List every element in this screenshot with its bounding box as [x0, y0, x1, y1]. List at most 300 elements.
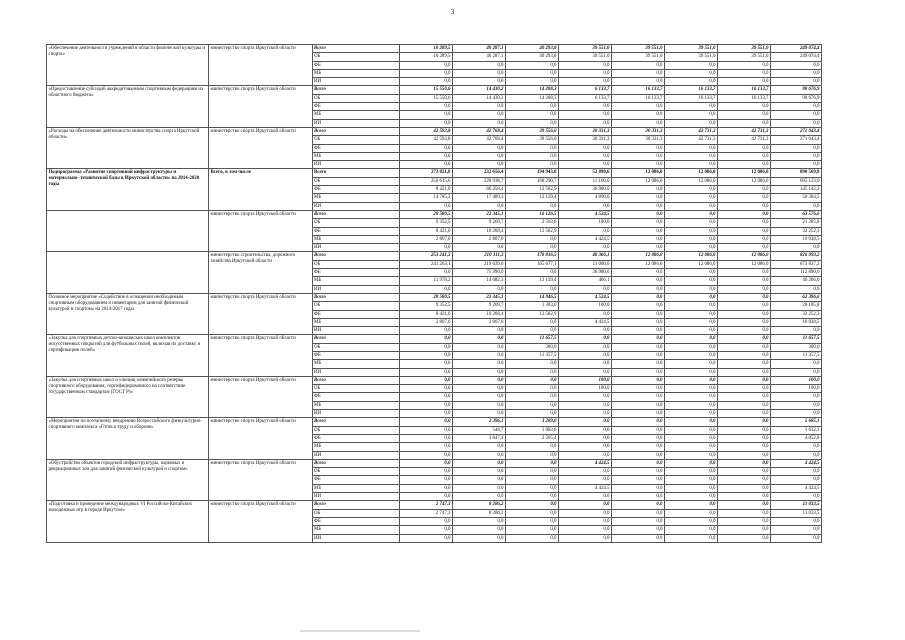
- year-value-cell: 0,0: [665, 277, 718, 285]
- year-value-cell: 0,0: [453, 335, 506, 343]
- year-value-cell: 0,0: [400, 526, 453, 534]
- year-value-cell: 2 807,0: [453, 318, 506, 326]
- funding-source-cell: Всего: [313, 169, 400, 177]
- year-value-cell: 0,0: [665, 219, 718, 227]
- year-value-cell: 0,0: [400, 385, 453, 393]
- total-value-cell: 826 993,2: [771, 252, 822, 260]
- measure-name-cell: «Обустройство объектов городской инфраструктуры, парковых и рекреационных зон для занятий физической культурой и спортом»: [47, 459, 209, 500]
- year-value-cell: 12 086,0: [612, 169, 665, 177]
- funding-source-cell: ИИ: [313, 493, 400, 501]
- funding-source-cell: ФБ: [313, 186, 400, 194]
- year-value-cell: 13 139,4: [506, 277, 559, 285]
- year-value-cell: 0,0: [400, 451, 453, 459]
- year-value-cell: 2 807,0: [400, 318, 453, 326]
- year-value-cell: 0,0: [400, 69, 453, 77]
- total-value-cell: 0,0: [771, 61, 822, 69]
- year-value-cell: 0,0: [400, 351, 453, 359]
- measure-name-cell: «Подготовка и проведение международных VI Российско-Китайских молодежных игр в городе Иркутске»: [47, 501, 209, 542]
- year-value-cell: 0,0: [506, 235, 559, 243]
- year-value-cell: 0,0: [453, 385, 506, 393]
- year-value-cell: 0,0: [718, 484, 771, 492]
- year-value-cell: 0,0: [559, 111, 612, 119]
- year-value-cell: 0,0: [506, 493, 559, 501]
- total-value-cell: 20 105,8: [771, 302, 822, 310]
- total-value-cell: 145 142,3: [771, 186, 822, 194]
- funding-source-cell: ОБ: [313, 136, 400, 144]
- year-value-cell: 0,0: [612, 202, 665, 210]
- year-value-cell: 9 352,5: [400, 302, 453, 310]
- year-value-cell: 0,0: [665, 69, 718, 77]
- year-value-cell: 1 383,6: [506, 302, 559, 310]
- year-value-cell: 0,0: [506, 144, 559, 152]
- year-value-cell: 11 100,0: [559, 177, 612, 185]
- funding-source-cell: МБ: [313, 360, 400, 368]
- year-value-cell: 0,0: [665, 227, 718, 235]
- year-value-cell: 0,0: [559, 526, 612, 534]
- year-value-cell: 0,0: [718, 318, 771, 326]
- year-value-cell: 86 258,4: [453, 186, 506, 194]
- year-value-cell: 0,0: [665, 509, 718, 517]
- year-value-cell: 100,0: [559, 385, 612, 393]
- year-value-cell: 0,0: [559, 161, 612, 169]
- year-value-cell: 0,0: [665, 285, 718, 293]
- funding-source-cell: ИИ: [313, 410, 400, 418]
- page-number: 3: [450, 8, 455, 16]
- executor-cell: министерство спорта Иркутской области: [209, 45, 313, 86]
- year-value-cell: 0,0: [718, 493, 771, 501]
- year-value-cell: 0,0: [718, 327, 771, 335]
- funding-source-cell: Всего: [313, 459, 400, 467]
- year-value-cell: 0,0: [612, 293, 665, 301]
- total-value-cell: 50 304,5: [771, 194, 822, 202]
- total-value-cell: 11 033,5: [771, 509, 822, 517]
- year-value-cell: 0,0: [665, 111, 718, 119]
- year-value-cell: 0,0: [400, 119, 453, 127]
- year-value-cell: 0,0: [665, 302, 718, 310]
- year-value-cell: 0,0: [665, 244, 718, 252]
- year-value-cell: 548,7: [453, 426, 506, 434]
- funding-source-cell: МБ: [313, 526, 400, 534]
- total-value-cell: 98 676,9: [771, 86, 822, 94]
- year-value-cell: 0,0: [559, 335, 612, 343]
- year-value-cell: 0,0: [718, 517, 771, 525]
- year-value-cell: 0,0: [453, 69, 506, 77]
- executor-cell: министерство спорта Иркутской области: [209, 293, 313, 334]
- year-value-cell: 0,0: [506, 78, 559, 86]
- year-value-cell: 0,0: [400, 493, 453, 501]
- year-value-cell: 39 551,0: [718, 53, 771, 61]
- year-value-cell: 0,0: [665, 401, 718, 409]
- total-value-cell: 271 043,4: [771, 136, 822, 144]
- total-value-cell: 0,0: [771, 144, 822, 152]
- year-value-cell: 0,0: [453, 376, 506, 384]
- total-value-cell: 32 252,3: [771, 227, 822, 235]
- table-row: [47, 459, 822, 467]
- table-row: [47, 210, 822, 218]
- total-value-cell: 4 052,8: [771, 434, 822, 442]
- measure-name-cell: «Закупка для спортивных школ и училищ олимпийского резерва спортивного оборудования, сертифицированного на соответствие государственным стандартам (ГОСТ Р)»: [47, 376, 209, 417]
- funding-source-cell: ФБ: [313, 144, 400, 152]
- year-value-cell: 0,0: [506, 385, 559, 393]
- total-value-cell: 0,0: [771, 493, 822, 501]
- funding-source-cell: ОБ: [313, 260, 400, 268]
- year-value-cell: 0,0: [718, 534, 771, 542]
- year-value-cell: 0,0: [400, 459, 453, 467]
- year-value-cell: 0,0: [453, 493, 506, 501]
- year-value-cell: 0,0: [400, 327, 453, 335]
- year-value-cell: 0,0: [718, 526, 771, 534]
- year-value-cell: 4 524,5: [559, 210, 612, 218]
- year-value-cell: 0,0: [559, 119, 612, 127]
- year-value-cell: 0,0: [665, 103, 718, 111]
- year-value-cell: 48 366,1: [559, 252, 612, 260]
- year-value-cell: 0,0: [718, 277, 771, 285]
- year-value-cell: 40 287,1: [453, 53, 506, 61]
- year-value-cell: 0,0: [718, 194, 771, 202]
- executor-cell: министерство спорта Иркутской области: [209, 418, 313, 459]
- total-value-cell: 0,0: [771, 161, 822, 169]
- year-value-cell: 8 286,2: [453, 501, 506, 509]
- year-value-cell: 20 580,5: [400, 293, 453, 301]
- year-value-cell: 0,0: [559, 468, 612, 476]
- measure-name-cell: «Расходы на обеспечение деятельности министерства спорта Иркутской области»: [47, 127, 209, 168]
- total-value-cell: 0,0: [771, 202, 822, 210]
- year-value-cell: 0,0: [400, 202, 453, 210]
- year-value-cell: 0,0: [665, 451, 718, 459]
- total-value-cell: 673 837,2: [771, 260, 822, 268]
- year-value-cell: 0,0: [559, 393, 612, 401]
- year-value-cell: 0,0: [453, 526, 506, 534]
- executor-cell: министерство спорта Иркутской области: [209, 335, 313, 376]
- funding-source-cell: Всего: [313, 45, 400, 53]
- total-value-cell: 40 266,0: [771, 277, 822, 285]
- year-value-cell: 39 551,0: [665, 53, 718, 61]
- year-value-cell: 0,0: [612, 161, 665, 169]
- year-value-cell: 0,0: [718, 227, 771, 235]
- year-value-cell: 0,0: [559, 410, 612, 418]
- year-value-cell: 0,0: [506, 111, 559, 119]
- year-value-cell: 8 421,0: [400, 310, 453, 318]
- total-value-cell: 249 074,4: [771, 53, 822, 61]
- year-value-cell: 0,0: [400, 61, 453, 69]
- table-row: [47, 418, 822, 426]
- year-value-cell: 0,0: [559, 327, 612, 335]
- year-value-cell: 0,0: [506, 468, 559, 476]
- year-value-cell: 0,0: [718, 78, 771, 86]
- total-value-cell: 1 632,3: [771, 426, 822, 434]
- year-value-cell: 0,0: [400, 443, 453, 451]
- year-value-cell: 17 489,3: [453, 194, 506, 202]
- year-value-cell: 0,0: [453, 78, 506, 86]
- year-value-cell: 0,0: [453, 327, 506, 335]
- year-value-cell: 0,0: [665, 310, 718, 318]
- total-value-cell: 0,0: [771, 327, 822, 335]
- year-value-cell: 0,0: [559, 69, 612, 77]
- year-value-cell: 0,0: [612, 360, 665, 368]
- year-value-cell: 0,0: [718, 476, 771, 484]
- year-value-cell: 0,0: [718, 434, 771, 442]
- year-value-cell: 0,0: [665, 144, 718, 152]
- funding-source-cell: ФБ: [313, 61, 400, 69]
- year-value-cell: 0,0: [665, 517, 718, 525]
- year-value-cell: 8 286,2: [453, 509, 506, 517]
- executor-cell: Всего, в том числе: [209, 169, 313, 210]
- total-value-cell: 112 890,0: [771, 269, 822, 277]
- year-value-cell: 0,0: [665, 235, 718, 243]
- measure-name-cell: «Предоставление субсидий аккредитованным спортивным федерациям из областного бюджета»: [47, 86, 209, 127]
- total-value-cell: 62 396,6: [771, 293, 822, 301]
- year-value-cell: 8 421,0: [400, 186, 453, 194]
- year-value-cell: 0,0: [718, 144, 771, 152]
- year-value-cell: 0,0: [612, 302, 665, 310]
- year-value-cell: 0,0: [665, 343, 718, 351]
- year-value-cell: 0,0: [559, 443, 612, 451]
- funding-source-cell: ОБ: [313, 426, 400, 434]
- year-value-cell: 14 946,5: [506, 293, 559, 301]
- year-value-cell: 16 126,5: [506, 210, 559, 218]
- funding-source-cell: Всего: [313, 418, 400, 426]
- year-value-cell: 0,0: [665, 418, 718, 426]
- year-value-cell: 0,0: [400, 434, 453, 442]
- year-value-cell: 0,0: [612, 468, 665, 476]
- funding-source-cell: ФБ: [313, 310, 400, 318]
- year-value-cell: 0,0: [612, 244, 665, 252]
- year-value-cell: 16 133,7: [612, 94, 665, 102]
- year-value-cell: 0,0: [665, 293, 718, 301]
- year-value-cell: 0,0: [665, 269, 718, 277]
- year-value-cell: 0,0: [559, 78, 612, 86]
- year-value-cell: 39 551,0: [665, 45, 718, 53]
- year-value-cell: 12 086,0: [612, 177, 665, 185]
- funding-source-cell: МБ: [313, 318, 400, 326]
- year-value-cell: 0,0: [453, 202, 506, 210]
- year-value-cell: 16 133,7: [612, 86, 665, 94]
- funding-source-cell: ОБ: [313, 385, 400, 393]
- year-value-cell: 0,0: [453, 343, 506, 351]
- funding-source-cell: ИИ: [313, 534, 400, 542]
- executor-cell: министерство спорта Иркутской области: [209, 459, 313, 500]
- year-value-cell: 0,0: [612, 517, 665, 525]
- year-value-cell: 16 133,7: [718, 86, 771, 94]
- funding-source-cell: ФБ: [313, 269, 400, 277]
- year-value-cell: 0,0: [612, 318, 665, 326]
- year-value-cell: 250 615,6: [400, 177, 453, 185]
- funding-source-cell: МБ: [313, 484, 400, 492]
- year-value-cell: 0,0: [559, 434, 612, 442]
- year-value-cell: 0,0: [718, 443, 771, 451]
- year-value-cell: 0,0: [559, 501, 612, 509]
- total-value-cell: 32 252,3: [771, 310, 822, 318]
- total-value-cell: 0,0: [771, 69, 822, 77]
- year-value-cell: 0,0: [506, 285, 559, 293]
- total-value-cell: 0,0: [771, 443, 822, 451]
- total-value-cell: 21 285,8: [771, 219, 822, 227]
- total-value-cell: 0,0: [771, 368, 822, 376]
- total-value-cell: 100,0: [771, 385, 822, 393]
- year-value-cell: 0,0: [718, 310, 771, 318]
- funding-source-cell: ОБ: [313, 509, 400, 517]
- year-value-cell: 13 139,4: [506, 194, 559, 202]
- total-value-cell: 0,0: [771, 119, 822, 127]
- year-value-cell: 0,0: [718, 401, 771, 409]
- year-value-cell: 0,0: [453, 468, 506, 476]
- year-value-cell: 13 562,9: [506, 310, 559, 318]
- year-value-cell: 0,0: [506, 152, 559, 160]
- year-value-cell: 0,0: [665, 468, 718, 476]
- year-value-cell: 4 890,6: [559, 194, 612, 202]
- year-value-cell: 0,0: [506, 476, 559, 484]
- year-value-cell: 0,0: [718, 501, 771, 509]
- measure-name-cell: «Обеспечение деятельности учреждений в области физической культуры и спорта»: [47, 45, 209, 86]
- year-value-cell: 0,0: [559, 144, 612, 152]
- year-value-cell: 0,0: [612, 235, 665, 243]
- total-value-cell: 98 676,9: [771, 94, 822, 102]
- total-value-cell: 0,0: [771, 517, 822, 525]
- funding-source-cell: ИИ: [313, 78, 400, 86]
- year-value-cell: 0,0: [665, 534, 718, 542]
- measure-name-cell: Подпрограмма «Развитие спортивной инфраструктуры и материально- технической базы в Иркутской области» на 2014-2020 годы: [47, 169, 209, 210]
- funding-source-cell: ИИ: [313, 244, 400, 252]
- total-value-cell: 63 576,6: [771, 210, 822, 218]
- year-value-cell: 42 731,3: [665, 136, 718, 144]
- funding-source-cell: ФБ: [313, 476, 400, 484]
- year-value-cell: 178 816,5: [506, 252, 559, 260]
- year-value-cell: 0,0: [453, 534, 506, 542]
- executor-cell: министерство спорта Иркутской области: [209, 210, 313, 251]
- year-value-cell: 0,0: [718, 360, 771, 368]
- year-value-cell: 0,0: [718, 186, 771, 194]
- year-value-cell: 0,0: [400, 152, 453, 160]
- year-value-cell: 0,0: [665, 186, 718, 194]
- year-value-cell: 0,0: [559, 368, 612, 376]
- funding-source-cell: Всего: [313, 252, 400, 260]
- year-value-cell: 14 682,3: [453, 277, 506, 285]
- funding-source-cell: ФБ: [313, 351, 400, 359]
- year-value-cell: 39 551,0: [559, 45, 612, 53]
- year-value-cell: 0,0: [559, 285, 612, 293]
- funding-source-cell: ФБ: [313, 393, 400, 401]
- year-value-cell: 0,0: [400, 368, 453, 376]
- total-value-cell: 0,0: [771, 103, 822, 111]
- year-value-cell: 0,0: [665, 202, 718, 210]
- year-value-cell: 52 890,6: [559, 169, 612, 177]
- year-value-cell: 14 430,2: [453, 86, 506, 94]
- year-value-cell: 0,0: [718, 119, 771, 127]
- total-value-cell: 0,0: [771, 468, 822, 476]
- table-row: [47, 45, 822, 53]
- year-value-cell: 0,0: [400, 269, 453, 277]
- year-value-cell: 0,0: [665, 526, 718, 534]
- year-value-cell: 253 241,3: [400, 252, 453, 260]
- year-value-cell: 0,0: [718, 468, 771, 476]
- table-row: [47, 252, 822, 260]
- year-value-cell: 165 677,1: [506, 260, 559, 268]
- total-value-cell: 0,0: [771, 285, 822, 293]
- year-value-cell: 12 086,0: [612, 252, 665, 260]
- year-value-cell: 100,0: [559, 376, 612, 384]
- year-value-cell: 0,0: [559, 103, 612, 111]
- year-value-cell: 0,0: [665, 368, 718, 376]
- year-value-cell: 300,0: [506, 343, 559, 351]
- year-value-cell: 13 562,9: [506, 227, 559, 235]
- year-value-cell: 15 550,6: [400, 86, 453, 94]
- year-value-cell: 12 086,0: [665, 252, 718, 260]
- year-value-cell: 0,0: [453, 401, 506, 409]
- year-value-cell: 0,0: [612, 534, 665, 542]
- year-value-cell: 0,0: [612, 410, 665, 418]
- total-value-cell: 5 685,1: [771, 418, 822, 426]
- year-value-cell: 0,0: [612, 401, 665, 409]
- year-value-cell: 0,0: [506, 451, 559, 459]
- year-value-cell: 6 133,7: [559, 86, 612, 94]
- year-value-cell: 0,0: [612, 368, 665, 376]
- funding-source-cell: Всего: [313, 376, 400, 384]
- year-value-cell: 0,0: [506, 269, 559, 277]
- year-value-cell: 0,0: [612, 210, 665, 218]
- funding-source-cell: МБ: [313, 111, 400, 119]
- year-value-cell: 10 289,5: [400, 45, 453, 53]
- year-value-cell: 12 086,0: [612, 260, 665, 268]
- total-value-cell: 0,0: [771, 393, 822, 401]
- year-value-cell: 0,0: [612, 327, 665, 335]
- year-value-cell: 0,0: [400, 244, 453, 252]
- year-value-cell: 4 524,5: [559, 293, 612, 301]
- funding-source-cell: МБ: [313, 277, 400, 285]
- year-value-cell: 0,0: [453, 152, 506, 160]
- year-value-cell: 6 133,7: [559, 94, 612, 102]
- measure-name-cell: [47, 210, 209, 251]
- year-value-cell: 0,0: [400, 410, 453, 418]
- total-value-cell: 0,0: [771, 534, 822, 542]
- year-value-cell: 0,0: [612, 509, 665, 517]
- year-value-cell: 0,0: [400, 517, 453, 525]
- year-value-cell: 0,0: [665, 385, 718, 393]
- funding-source-cell: ИИ: [313, 327, 400, 335]
- year-value-cell: 0,0: [612, 269, 665, 277]
- funding-source-cell: Всего: [313, 293, 400, 301]
- year-value-cell: 39 556,0: [506, 136, 559, 144]
- year-value-cell: 0,0: [400, 468, 453, 476]
- year-value-cell: 0,0: [612, 426, 665, 434]
- year-value-cell: 0,0: [665, 194, 718, 202]
- total-value-cell: 11 657,5: [771, 335, 822, 343]
- year-value-cell: 0,0: [453, 484, 506, 492]
- year-value-cell: 0,0: [612, 434, 665, 442]
- year-value-cell: 0,0: [718, 152, 771, 160]
- year-value-cell: 0,0: [612, 144, 665, 152]
- year-value-cell: 0,0: [453, 459, 506, 467]
- year-value-cell: 0,0: [718, 393, 771, 401]
- year-value-cell: 10 268,4: [453, 227, 506, 235]
- year-value-cell: 42 593,8: [400, 127, 453, 135]
- year-value-cell: 168 290,7: [506, 177, 559, 185]
- year-value-cell: 0,0: [506, 484, 559, 492]
- year-value-cell: 0,0: [665, 484, 718, 492]
- funding-source-cell: МБ: [313, 152, 400, 160]
- year-value-cell: 0,0: [559, 244, 612, 252]
- year-value-cell: 22 345,1: [453, 210, 506, 218]
- total-value-cell: 10 038,5: [771, 318, 822, 326]
- year-value-cell: 0,0: [453, 451, 506, 459]
- total-value-cell: 4 424,5: [771, 459, 822, 467]
- year-value-cell: 0,0: [506, 501, 559, 509]
- table-row: [47, 169, 822, 177]
- year-value-cell: 0,0: [612, 459, 665, 467]
- budget-table: [46, 44, 822, 543]
- year-value-cell: 0,0: [665, 434, 718, 442]
- year-value-cell: 30 331,3: [612, 136, 665, 144]
- year-value-cell: 2 807,0: [453, 235, 506, 243]
